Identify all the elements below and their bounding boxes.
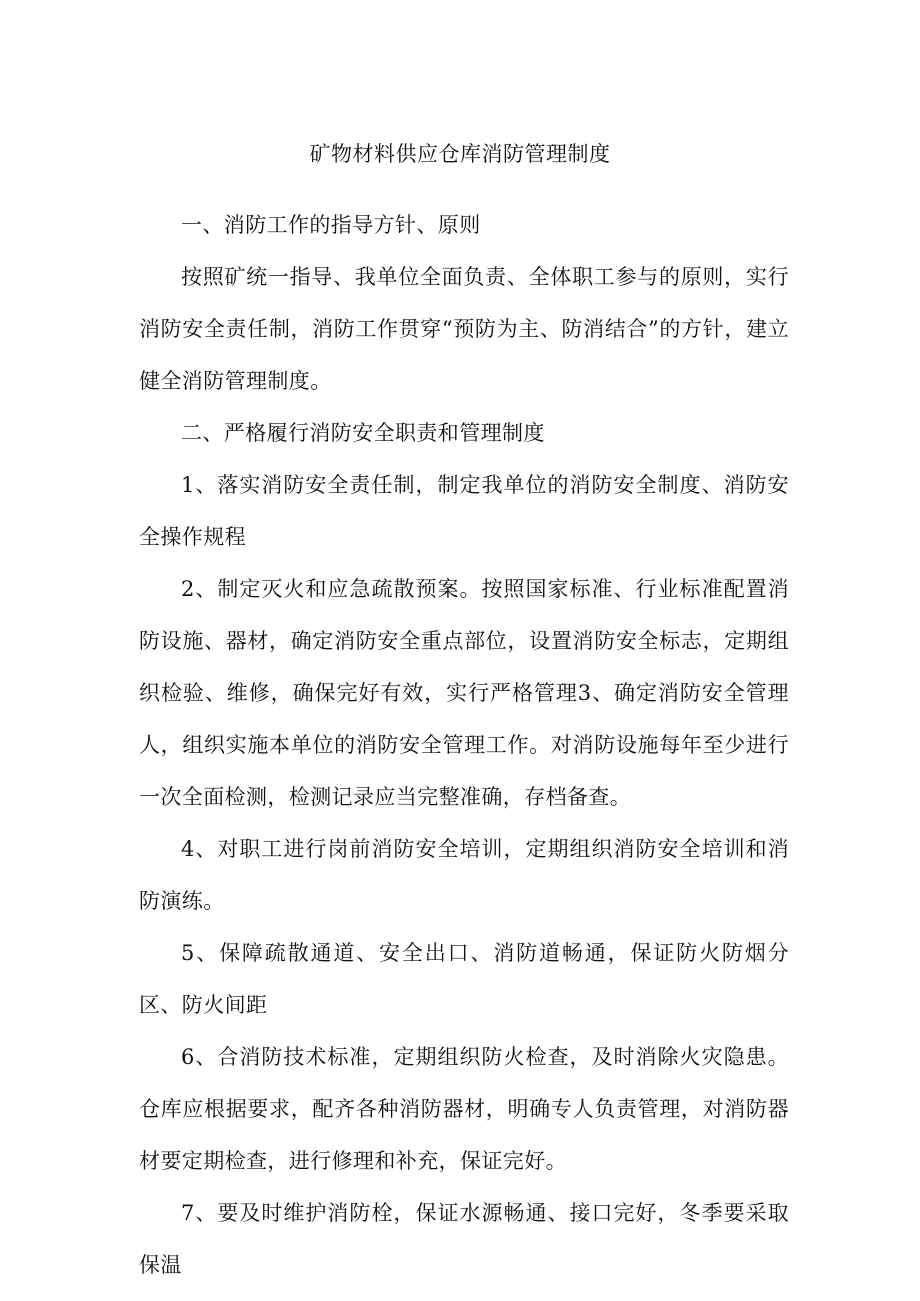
list-item: 1、落实消防安全责任制，制定我单位的消防安全制度、消防安全操作规程 xyxy=(139,473,789,549)
document-body xyxy=(139,199,789,1291)
section-heading-2: 二、严格履行消防安全职责和管理制度 xyxy=(181,421,545,445)
section-heading-1: 一、消防工作的指导方针、原则 xyxy=(181,213,481,237)
list-item: 4、对职工进行岗前消防安全培训，定期组织消防安全培训和消防演练。 xyxy=(139,837,789,913)
paragraph: 按照矿统一指导、我单位全面负责、全体职工参与的原则，实行消防安全责任制，消防工作贯穿“预防为主、防消结合”的方针，建立健全消防管理制度。 xyxy=(139,265,789,393)
list-item: 7、要及时维护消防栓，保证水源畅通、接口完好，冬季要采取保温 xyxy=(139,1201,789,1277)
list-item: 6、合消防技术标准，定期组织防火检查，及时消除火灾隐患。仓库应根据要求，配齐各种消防器材，明确专人负责管理，对消防器材要定期检查，进行修理和补充，保证完好。 xyxy=(139,1045,789,1173)
list-item: 5、保障疏散通道、安全出口、消防道畅通，保证防火防烟分区、防火间距 xyxy=(139,941,789,1017)
document-title: 矿物材料供应仓库消防管理制度 xyxy=(309,142,611,166)
list-item: 2、制定灭火和应急疏散预案。按照国家标准、行业标准配置消防设施、器材，确定消防安全重点部位，设置消防安全标志，定期组织检验、维修，确保完好有效，实行严格管理3、确定消防安全管理人，组织实施本单位的消防安全管理工作。对消防设施每年至少进行一次全面检测，检测记录应当完整准确，存档备查。 xyxy=(139,577,789,809)
